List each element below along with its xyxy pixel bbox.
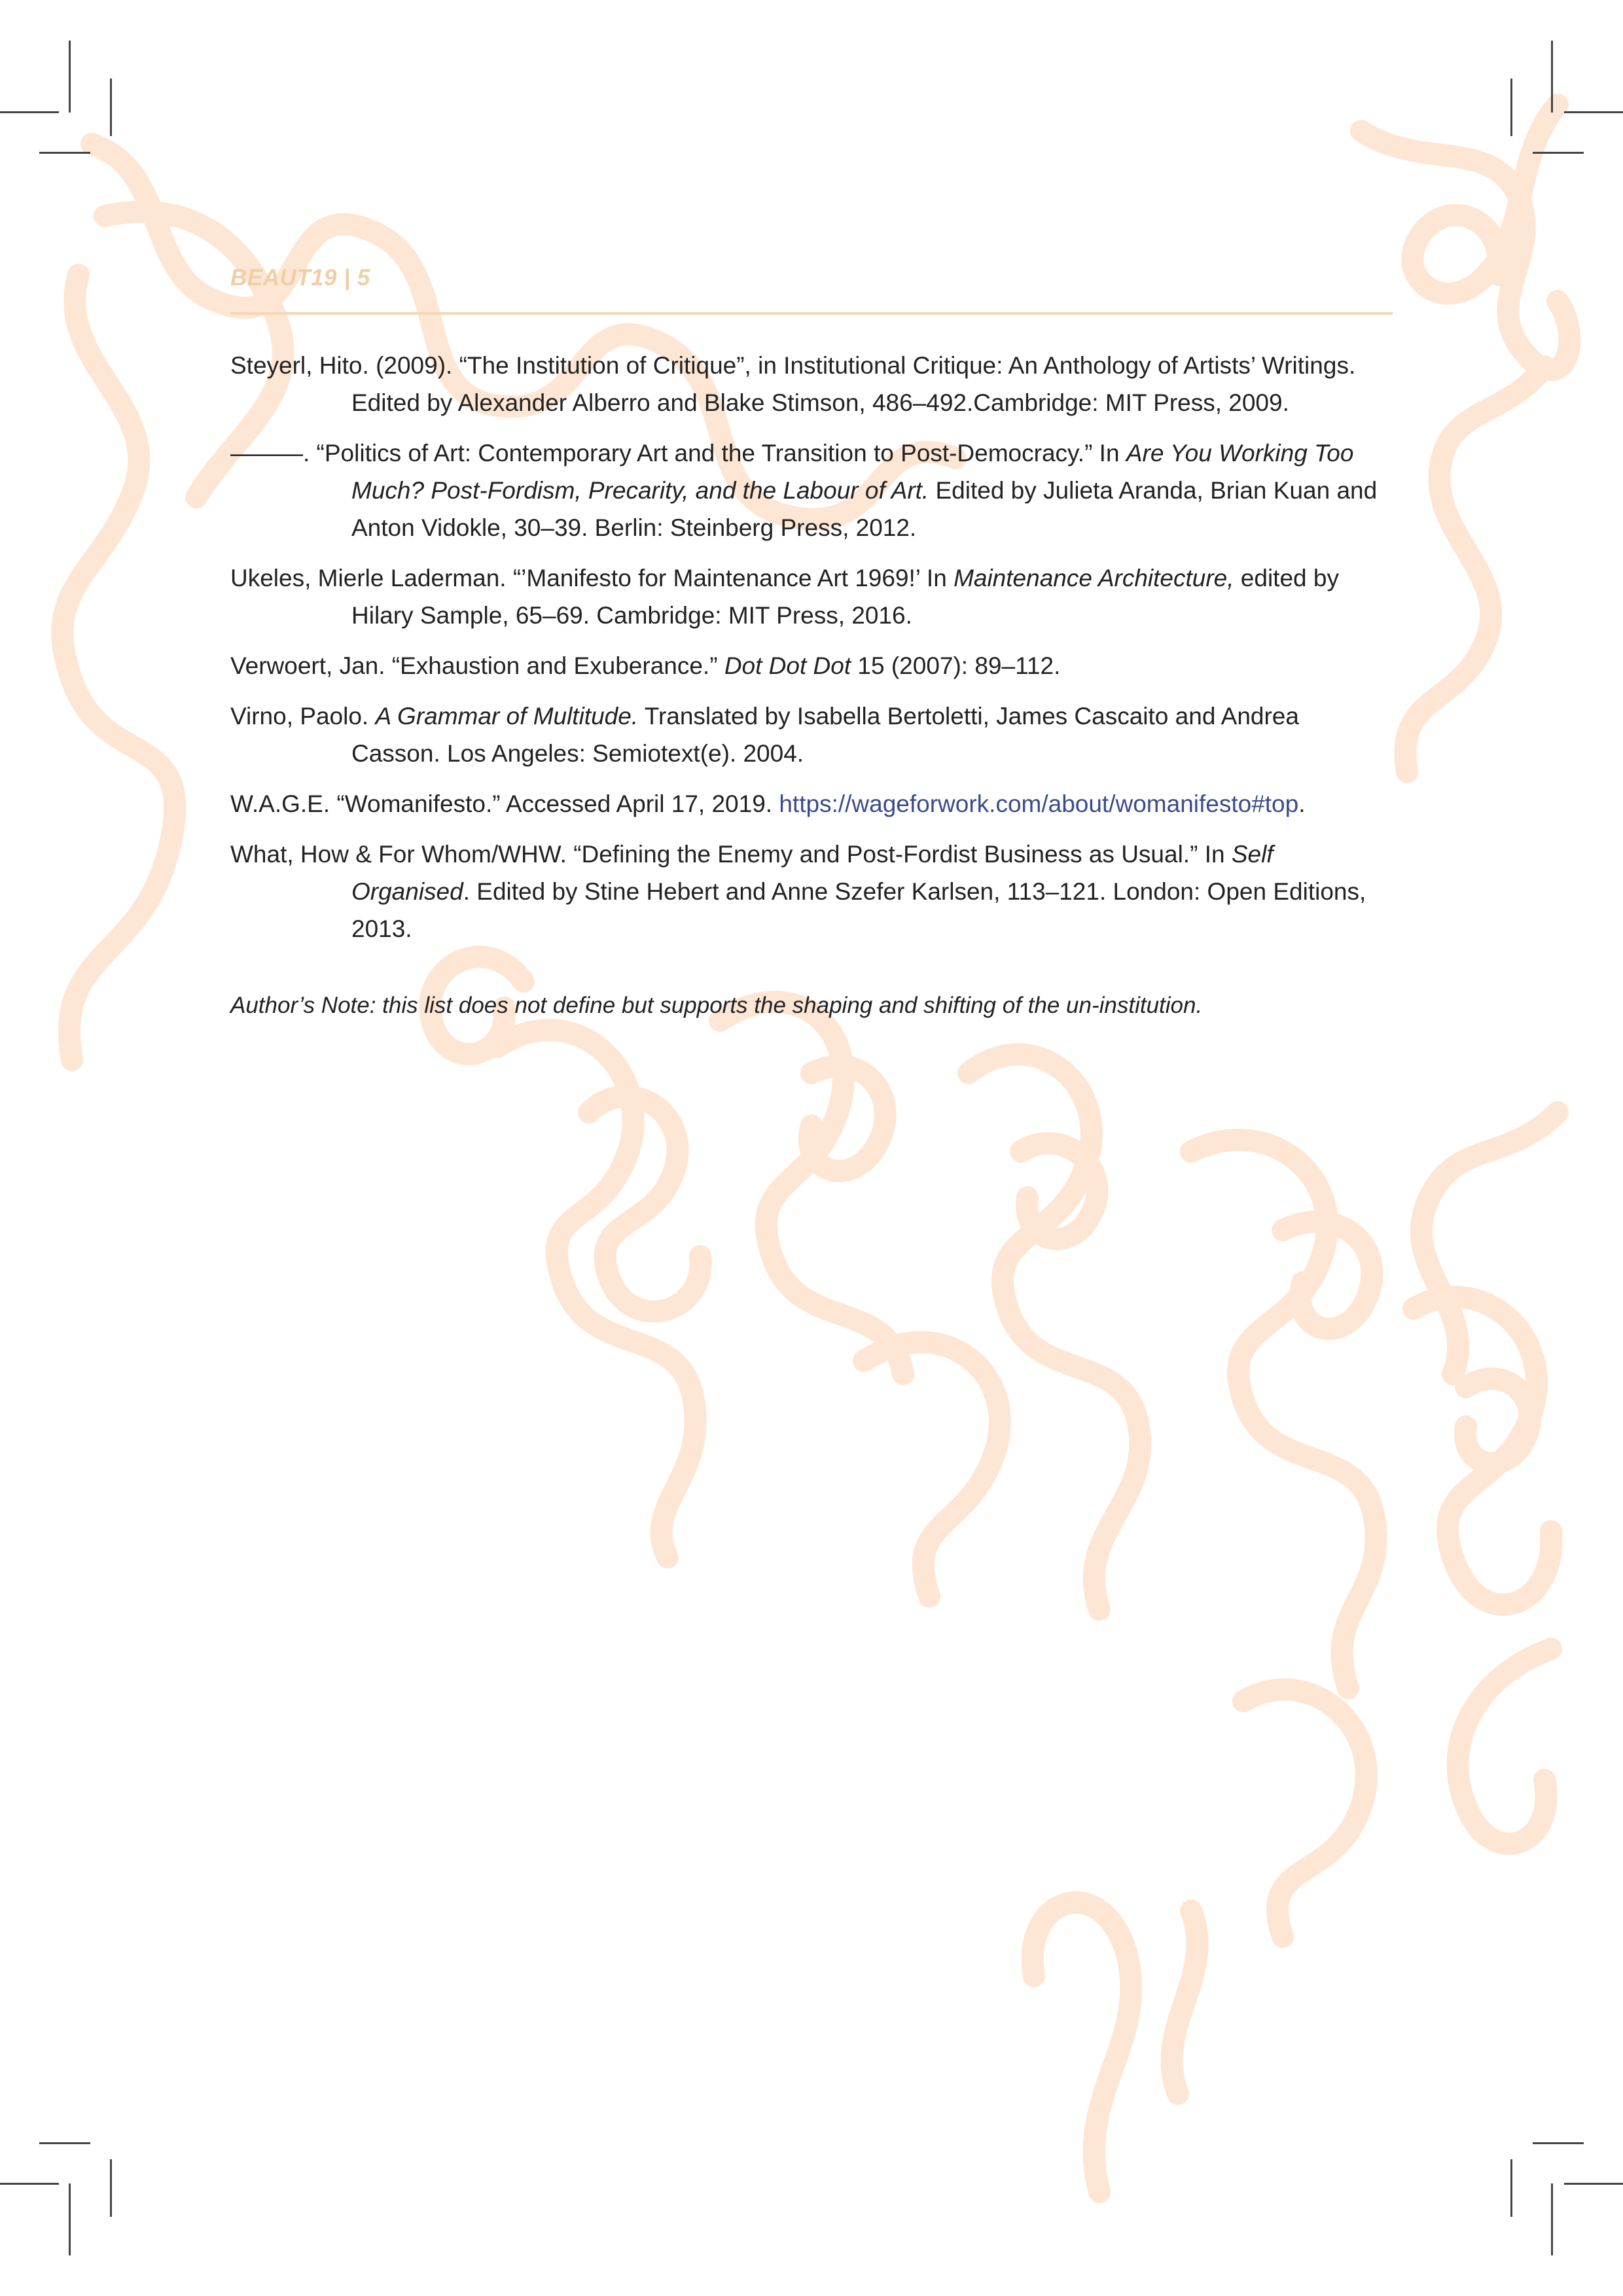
crop-mark: [1533, 152, 1584, 154]
reference-text: .: [1298, 790, 1306, 817]
reference-text: 15 (2007): 89–112.: [851, 652, 1061, 679]
crop-mark: [1564, 111, 1623, 113]
reference-text: What, How & For Whom/WHW. “Defining the Enemy and Post-Fordist Business as Usual.” In: [230, 841, 1232, 868]
crop-mark: [39, 152, 90, 154]
running-header: [230, 265, 1393, 291]
reference-title: A Grammar of Multitude.: [375, 703, 639, 730]
reference-entry: [230, 347, 1393, 421]
reference-text: Edited by Julieta Aranda, Brian Kuan and Anton Vidokle, 30–39. Berlin: Steinberg Press, 2012.: [351, 477, 1378, 541]
bibliography: [230, 347, 1393, 1045]
reference-text: W.A.G.E. “Womanifesto.” Accessed April 17, 2019.: [230, 790, 779, 817]
reference-text: edited by Hilary Sample, 65–69. Cambridge: MIT Press, 2016.: [351, 565, 1339, 629]
crop-mark: [1510, 2159, 1512, 2217]
crop-mark: [1510, 79, 1512, 136]
crop-mark: [1564, 2183, 1623, 2185]
reference-text: ———. “Politics of Art: Contemporary Art and the Transition to Post-Democracy.” In: [230, 440, 1126, 467]
reference-text: Steyerl, Hito. (2009). “The Institution of Critique”, in Institutional Critique: An Anthology of Artists’ Writings. Edited by Alexander Alberro and Blake Stimson, 486–492.Cambridge: MIT Press, 2009.: [230, 352, 1356, 416]
reference-title: Are You Working Too Much? Post-Fordism, Precarity, and the Labour of Art.: [351, 440, 1354, 504]
reference-text: Translated by Isabella Bertoletti, James Cascaito and Andrea Casson. Los Angeles: Semiotext(e). 2004.: [351, 703, 1299, 767]
crop-mark: [1551, 41, 1553, 113]
reference-entry: [230, 836, 1393, 947]
crop-mark: [39, 2142, 90, 2144]
crop-mark: [69, 2183, 71, 2255]
header-rule: [230, 312, 1393, 315]
reference-entry: [230, 559, 1393, 634]
reference-entry: [230, 698, 1393, 772]
crop-mark: [0, 111, 59, 113]
running-head-text: BEAUT19 | 5: [230, 265, 370, 291]
authors-note: Author’s Note: this list does not define but supports the shaping and shifting of the un-institution.: [230, 993, 1203, 1018]
crop-mark: [1551, 2183, 1553, 2255]
crop-mark: [110, 2159, 112, 2217]
reference-entry: [230, 647, 1393, 684]
reference-text: . Edited by Stine Hebert and Anne Szefer Karlsen, 113–121. London: Open Editions, 2013.: [351, 878, 1366, 942]
reference-title: Dot Dot Dot: [724, 652, 851, 679]
reference-title: Self Organised: [351, 841, 1274, 905]
crop-mark: [1533, 2142, 1584, 2144]
reference-text: Verwoert, Jan. “Exhaustion and Exuberance.”: [230, 652, 724, 679]
crop-mark: [69, 41, 71, 113]
crop-mark: [110, 79, 112, 136]
crop-mark: [0, 2183, 59, 2185]
reference-text: Virno, Paolo.: [230, 703, 376, 730]
reference-entry: [230, 785, 1393, 822]
reference-link[interactable]: https://wageforwork.com/about/womanifesto#top: [779, 790, 1299, 817]
reference-text: Ukeles, Mierle Laderman. “’Manifesto for Maintenance Art 1969!’ In: [230, 565, 954, 592]
reference-title: Maintenance Architecture,: [954, 565, 1234, 592]
reference-entry: [230, 434, 1393, 546]
